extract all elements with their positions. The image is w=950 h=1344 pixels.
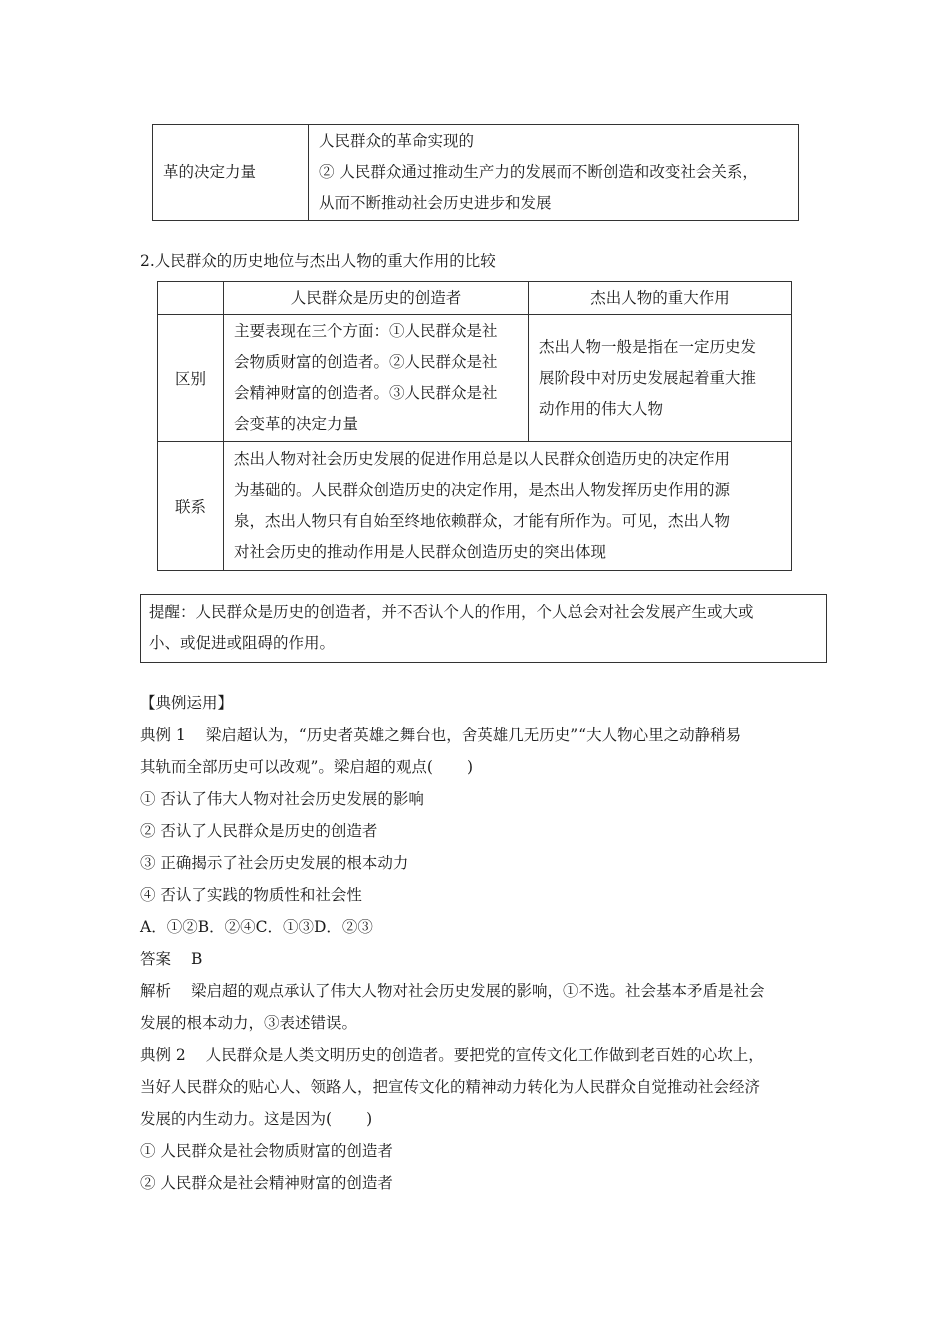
table1-left-label: 革的决定力量 <box>163 163 257 181</box>
row-label-cell <box>158 315 224 442</box>
ex1-question-line <box>140 752 473 783</box>
ex1-option: ① 否认了伟大人物对社会历史发展的影响 <box>140 790 424 808</box>
table1-line: 人民群众的革命实现的 <box>319 132 475 150</box>
tip-line: 小、或促进或阻碍的作用。 <box>149 634 336 652</box>
ex2-option: ① 人民群众是社会物质财富的创造者 <box>140 1142 393 1160</box>
ex1-choices: A．①②B．②④C．①③D．②③ <box>140 918 373 936</box>
ex1-label: 典例 1 <box>140 726 186 744</box>
tip-box <box>140 594 827 663</box>
table-header-row <box>158 282 792 315</box>
analysis-label: 解析 <box>140 982 172 1000</box>
ex2-label: 典例 2 <box>140 1046 186 1064</box>
cell-line: 动作用的伟大人物 <box>539 399 664 418</box>
ex1-analysis-cont: 发展的根本动力，③表述错误。 <box>140 1014 358 1032</box>
row-label-connection: 联系 <box>174 498 206 516</box>
analysis-text: 梁启超的观点承认了伟大人物对社会历史发展的影响，①不选。社会基本矛盾是社会 <box>191 982 765 1000</box>
ex2-question-line: 当好人民群众的贴心人、领路人，把宣传文化的精神动力转化为人民群众自觉推动社会经济 <box>140 1078 761 1096</box>
cell-line: 泉，杰出人物只有自始至终地依赖群众，才能有所作为。可见，杰出人物 <box>234 512 731 530</box>
cell-line: 会物质财富的创造者。②人民群众是社 <box>234 353 498 371</box>
table1-line: ② 人民群众通过推动生产力的发展而不断创造和改变社会关系， <box>319 163 758 181</box>
tip-line: 提醒：人民群众是历史的创造者，并不否认个人的作用，个人总会对社会发展产生或大或 <box>149 603 754 621</box>
ex1-answer <box>140 944 202 975</box>
ex1-text: 梁启超认为，“历史者英雄之舞台也，舍英雄几无历史”“大人物心里之动静稍易 <box>205 726 742 744</box>
section2-heading: 2.人民群众的历史地位与杰出人物的重大作用的比较 <box>140 252 496 270</box>
answer-label: 答案 <box>140 950 172 968</box>
table1-line: 从而不断推动社会历史进步和发展 <box>319 194 552 212</box>
header-empty-cell <box>158 282 224 315</box>
ex2-question-line <box>140 1104 372 1135</box>
comparison-table <box>157 281 792 571</box>
ex1-option: ② 否认了人民群众是历史的创造者 <box>140 822 378 840</box>
ex2-text: 发展的内生动力。这是因为( <box>140 1110 333 1128</box>
answer-value: B <box>191 950 203 968</box>
figures-cell <box>529 315 792 442</box>
cell-line: 展阶段中对历史发展起着重大推 <box>539 368 757 387</box>
row-label-cell <box>158 442 224 571</box>
cell-line: 对社会历史的推动作用是人民群众创造历史的突出体现 <box>234 543 607 561</box>
table-row <box>158 442 792 571</box>
cell-line: 主要表现在三个方面：①人民群众是社 <box>234 322 498 340</box>
cell-line: 会变革的决定力量 <box>234 415 359 433</box>
table1-right-cell <box>309 125 799 221</box>
cell-line: 会精神财富的创造者。③人民群众是社 <box>234 384 498 402</box>
cell-line: 为基础的。人民群众创造历史的决定作用，是杰出人物发挥历史作用的源 <box>234 481 731 499</box>
ex1-text: 其轨而全部历史可以改观”。梁启超的观点( <box>140 758 433 776</box>
row-label-difference: 区别 <box>174 370 206 388</box>
example-heading: 【典例运用】 <box>140 694 234 712</box>
ex2-question-line <box>140 1040 764 1071</box>
ex1-analysis <box>140 976 765 1007</box>
ex2-paren-close: ) <box>366 1110 373 1128</box>
col-header: 杰出人物的重大作用 <box>590 288 730 307</box>
ex1-option: ③ 正确揭示了社会历史发展的根本动力 <box>140 854 409 872</box>
ex1-option: ④ 否认了实践的物质性和社会性 <box>140 886 362 904</box>
col-header: 人民群众是历史的创造者 <box>290 288 462 307</box>
table-row <box>158 315 792 442</box>
header-figures <box>529 282 792 315</box>
ex2-option: ② 人民群众是社会精神财富的创造者 <box>140 1174 393 1192</box>
header-masses <box>224 282 529 315</box>
connection-cell <box>224 442 792 571</box>
ex1-question-line <box>140 720 741 751</box>
table1-left-cell <box>153 125 309 221</box>
masses-cell <box>224 315 529 442</box>
ex2-text: 人民群众是人类文明历史的创造者。要把党的宣传文化工作做到老百姓的心坎上， <box>205 1046 764 1064</box>
table-continuation <box>152 124 799 221</box>
ex1-paren-close: ) <box>466 758 474 776</box>
cell-line: 杰出人物一般是指在一定历史发 <box>539 337 757 356</box>
cell-line: 杰出人物对社会历史发展的促进作用总是以人民群众创造历史的决定作用 <box>234 450 731 468</box>
